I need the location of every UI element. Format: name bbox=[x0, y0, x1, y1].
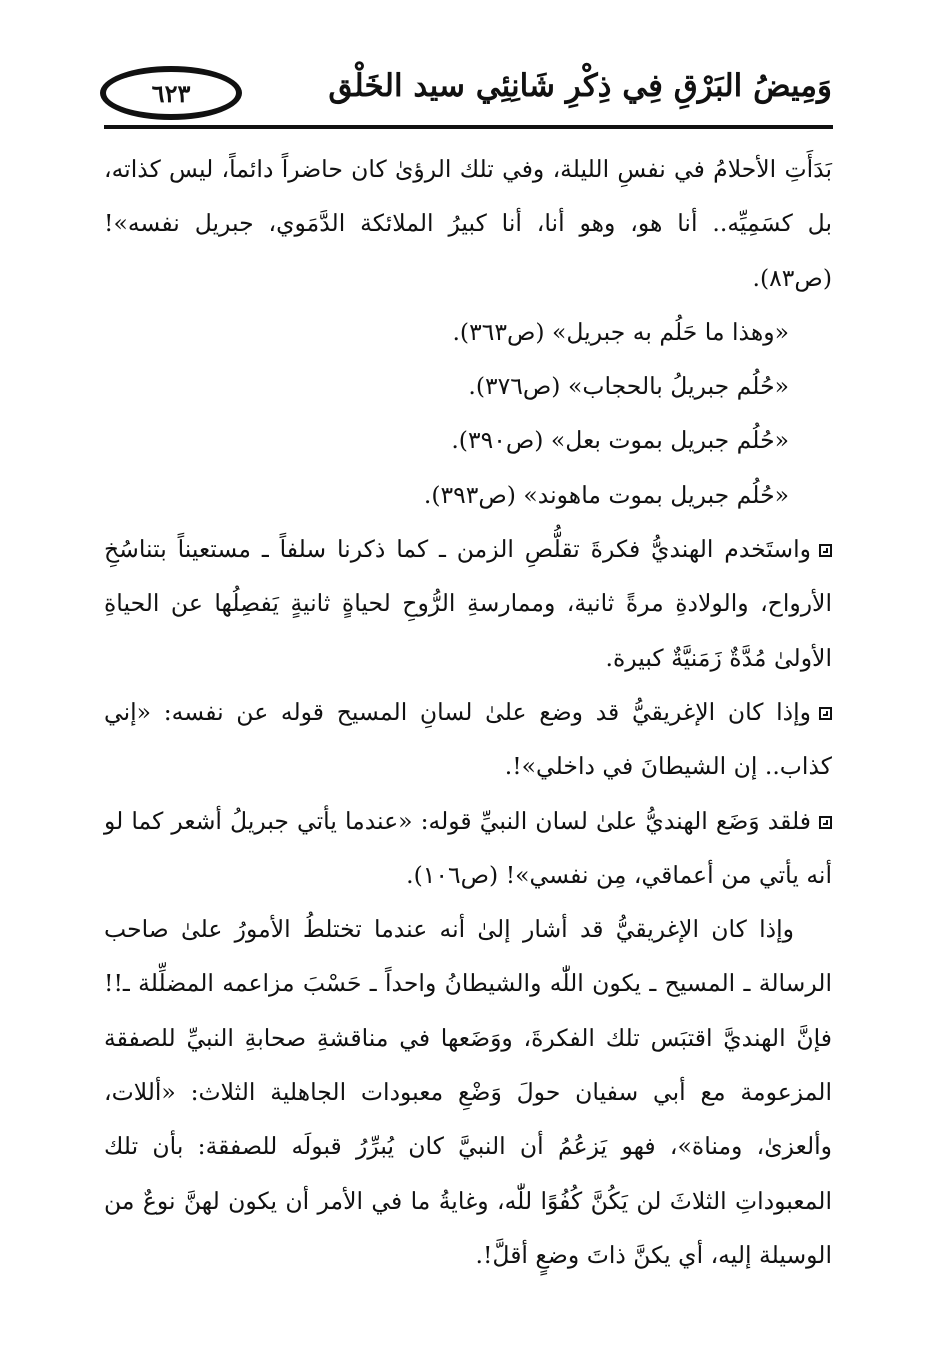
checkbox-bullet-icon bbox=[819, 707, 832, 720]
checkbox-bullet-icon bbox=[819, 544, 832, 557]
paragraph-closing: وإذا كان الإغريقيُّ قد أشار إلىٰ أنه عندما تختلطُ الأمورُ علىٰ صاحب الرسالة ـ المسيح ـ يكون اللّٰه والشيطانُ واحداً ـ حَسْبَ مزاعمه المضلِّلة ـ!! فإنَّ الهنديَّ اقتبَس تلك الفكرةَ، ووَضَعها في مناقشةِ صحابةِ النبيِّ للصفقة المزعومة مع أبي سفيان حولَ وَضْعِ معبودات الجاهلية الثلاث: «أللات، وألعزىٰ، ومناة»، فهو يَزعُمُ أن النبيَّ كان يُبرِّرُ قبولَه للصفقة: بأن تلك المعبوداتِ الثلاثَ لن يَكُنَّ كُفُوًا للّٰه، وغايةُ ما في الأمر أن يكون لهنَّ نوعٌ من الوسيلة إليه، أي يكنَّ ذاتَ وضعٍ أقلَّ!. bbox=[104, 915, 832, 1269]
bullet-paragraph-text: فلقد وَضَع الهنديُّ علىٰ لسان النبيِّ قوله: «عندما يأتي جبريلُ أشعر كما لو أنه يأتي من أعماقي، مِن نفسي»! (ص١٠٦). bbox=[104, 806, 832, 889]
page-number: ٦٢٣ bbox=[151, 78, 191, 108]
running-header bbox=[96, 62, 832, 128]
bullet-paragraph bbox=[104, 685, 832, 794]
bullet-paragraph-text: واستَخدم الهنديُّ فكرةَ تقلُّصِ الزمن ـ كما ذكرنا سلفاً ـ مستعيناً بتناسُخِ الأرواح، والولادةِ مرةً ثانية، وممارسةِ الرُّوحِ لحياةٍ ثانيةٍ يَفصِلُها عن الحياةِ الأولىٰ مُدَّةٌ زَمَنيَّةٌ كبيرة. bbox=[104, 535, 832, 672]
quote-line: «حُلُم جبريل بموت ماهوند» (ص٣٩٣). bbox=[423, 480, 789, 509]
page-number-badge bbox=[100, 66, 242, 120]
quote-line: «وهذا ما حَلُم به جبريل» (ص٣٦٣). bbox=[452, 317, 789, 346]
checkbox-bullet-icon bbox=[819, 816, 832, 829]
quote-line: «حُلُم جبريلُ بالحجاب» (ص٣٧٦). bbox=[468, 372, 789, 401]
header-divider bbox=[104, 125, 833, 129]
quote-line: «حُلُم جبريل بموت بعل» (ص٣٩٠). bbox=[451, 426, 789, 455]
paragraph-opening: بَدَأَتِ الأحلامُ في نفسِ الليلة، وفي تلك الرؤىٰ كان حاضراً دائماً، ليس كذاته، بل كسَمِيِّه.. أنا هو، وهو أنا، أنا كبيرُ الملائكة الدَّمَوي، جبريل نفسه»! (ص٨٣). bbox=[104, 155, 832, 292]
bullet-paragraph bbox=[104, 522, 832, 685]
body-text bbox=[104, 142, 832, 1282]
bullet-paragraph bbox=[104, 794, 832, 903]
book-title: وَمِيضُ البَرْقِ فِي ذِكْرِ شَانِئِي سيد الخَلْق bbox=[328, 68, 832, 104]
bullet-paragraph-text: وإذا كان الإغريقيُّ قد وضع علىٰ لسانِ المسيح قوله عن نفسه: «إني كذاب.. إن الشيطانَ في داخلي»!. bbox=[104, 697, 832, 781]
